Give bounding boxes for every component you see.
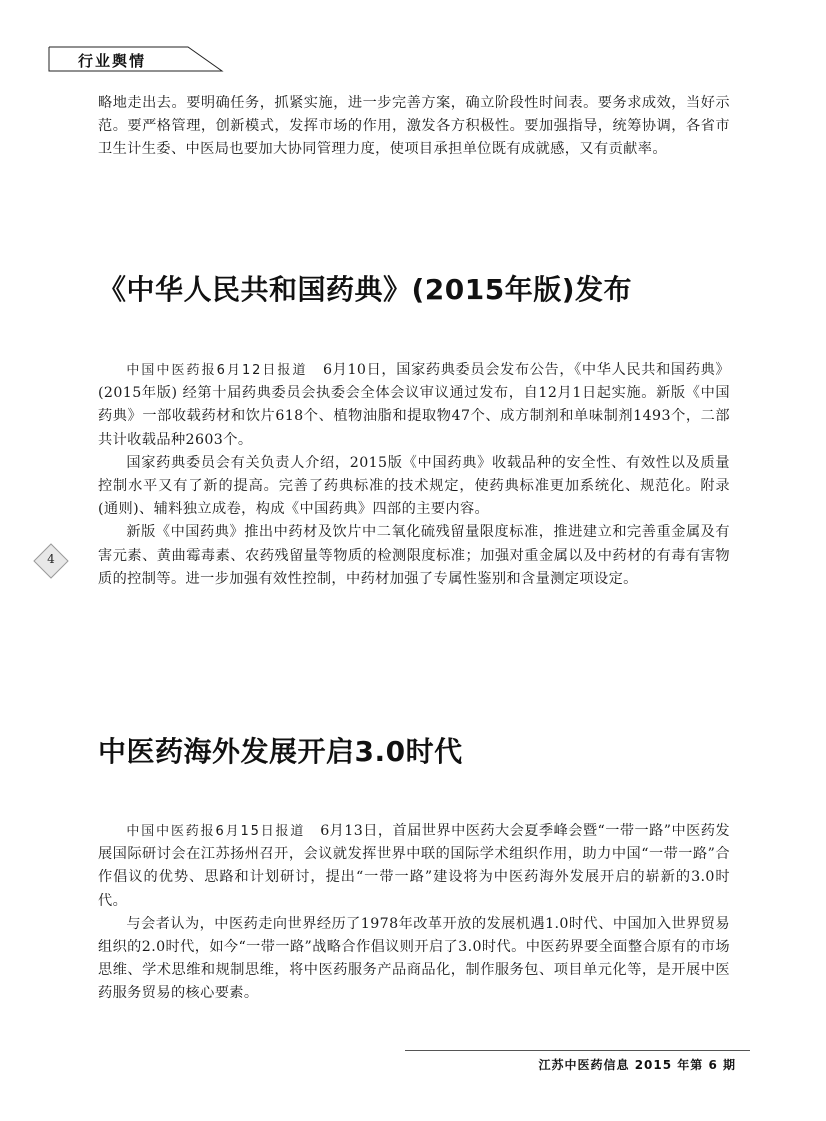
intro-paragraph: 略地走出去。要明确任务，抓紧实施，进一步完善方案，确立阶段性时间表。要务求成效，当好示范。要严格管理，创新模式，发挥市场的作用，激发各方积极性。要加强指导，统筹协调，各省市卫生计生委、中医局也要加大协同管理力度，使项目承担单位既有成就感，又有贡献率。 <box>98 95 730 158</box>
article-1-body <box>98 359 730 591</box>
page-number-badge <box>33 543 69 579</box>
article-2-paragraph-1-text: 6月13日，首届世界中医药大会夏季峰会暨“一带一路”中医药发展国际研讨会在江苏扬州召开，会议就发挥世界中联的国际学术组织作用，助力中国“一带一路”合作倡议的优势、思路和计划研讨，提出“一带一路”建设将为中医药海外发展开启的崭新的3.0时代。 <box>98 823 731 909</box>
article-2-body <box>98 820 730 1006</box>
intro-section <box>98 92 730 162</box>
section-label: 行业舆情 <box>78 52 147 70</box>
article-1-title: 《中华人民共和国药典》(2015年版)发布 <box>98 273 633 306</box>
article-2 <box>98 730 730 770</box>
article-1-paragraph-3: 新版《中国药典》推出中药材及饮片中二氧化硫残留量限度标准，推进建立和完善重金属及有害元素、黄曲霉毒素、农药残留量等物质的检测限度标准；加强对重金属以及中药材的有毒有害物质的控制等。进一步加强有效性控制，中药材加强了专属性鉴别和含量测定项设定。 <box>98 524 730 587</box>
article-2-title: 中医药海外发展开启3.0时代 <box>98 735 463 768</box>
article-2-source: 中国中医药报6月15日报道 <box>126 824 306 839</box>
footer-publication: 江苏中医药信息 2015 年第 6 期 <box>538 1058 736 1072</box>
article-1-paragraph-1-text: 6月10日，国家药典委员会发布公告，《中华人民共和国药典》(2015年版) 经第十届药典委员会执委会全体会议审议通过发布，自12月1日起实施。新版《中国药典》一部收载药材和饮片618个、植物油脂和提取物47个、成方制剂和单味制剂1493个，二部共计收载品种2603个。 <box>98 362 730 448</box>
article-2-paragraph-2: 与会者认为，中医药走向世界经历了1978年改革开放的发展机遇1.0时代、中国加入世界贸易组织的2.0时代，如今“一带一路”战略合作倡议则开启了3.0时代。中医药界要全面整合原有的市场思维、学术思维和规制思维，将中医药服务产品商品化，制作服务包、项目单元化等，是开展中医药服务贸易的核心要素。 <box>98 915 730 1002</box>
article-2-paragraph-1 <box>98 820 730 913</box>
article-1-paragraph-2: 国家药典委员会有关负责人介绍，2015版《中国药典》收载品种的安全性、有效性以及质量控制水平又有了新的提高。完善了药典标准的技术规定，使药典标准更加系统化、规范化。附录(通则)、辅料独立成卷，构成《中国药典》四部的主要内容。 <box>98 454 730 518</box>
footer-rule <box>405 1050 750 1051</box>
article-1-paragraph-1 <box>98 359 730 452</box>
page-number: 4 <box>47 552 55 566</box>
section-header-tab <box>48 46 218 72</box>
article-1-source: 中国中医药报6月12日报道 <box>126 363 308 378</box>
article-1 <box>98 268 730 308</box>
